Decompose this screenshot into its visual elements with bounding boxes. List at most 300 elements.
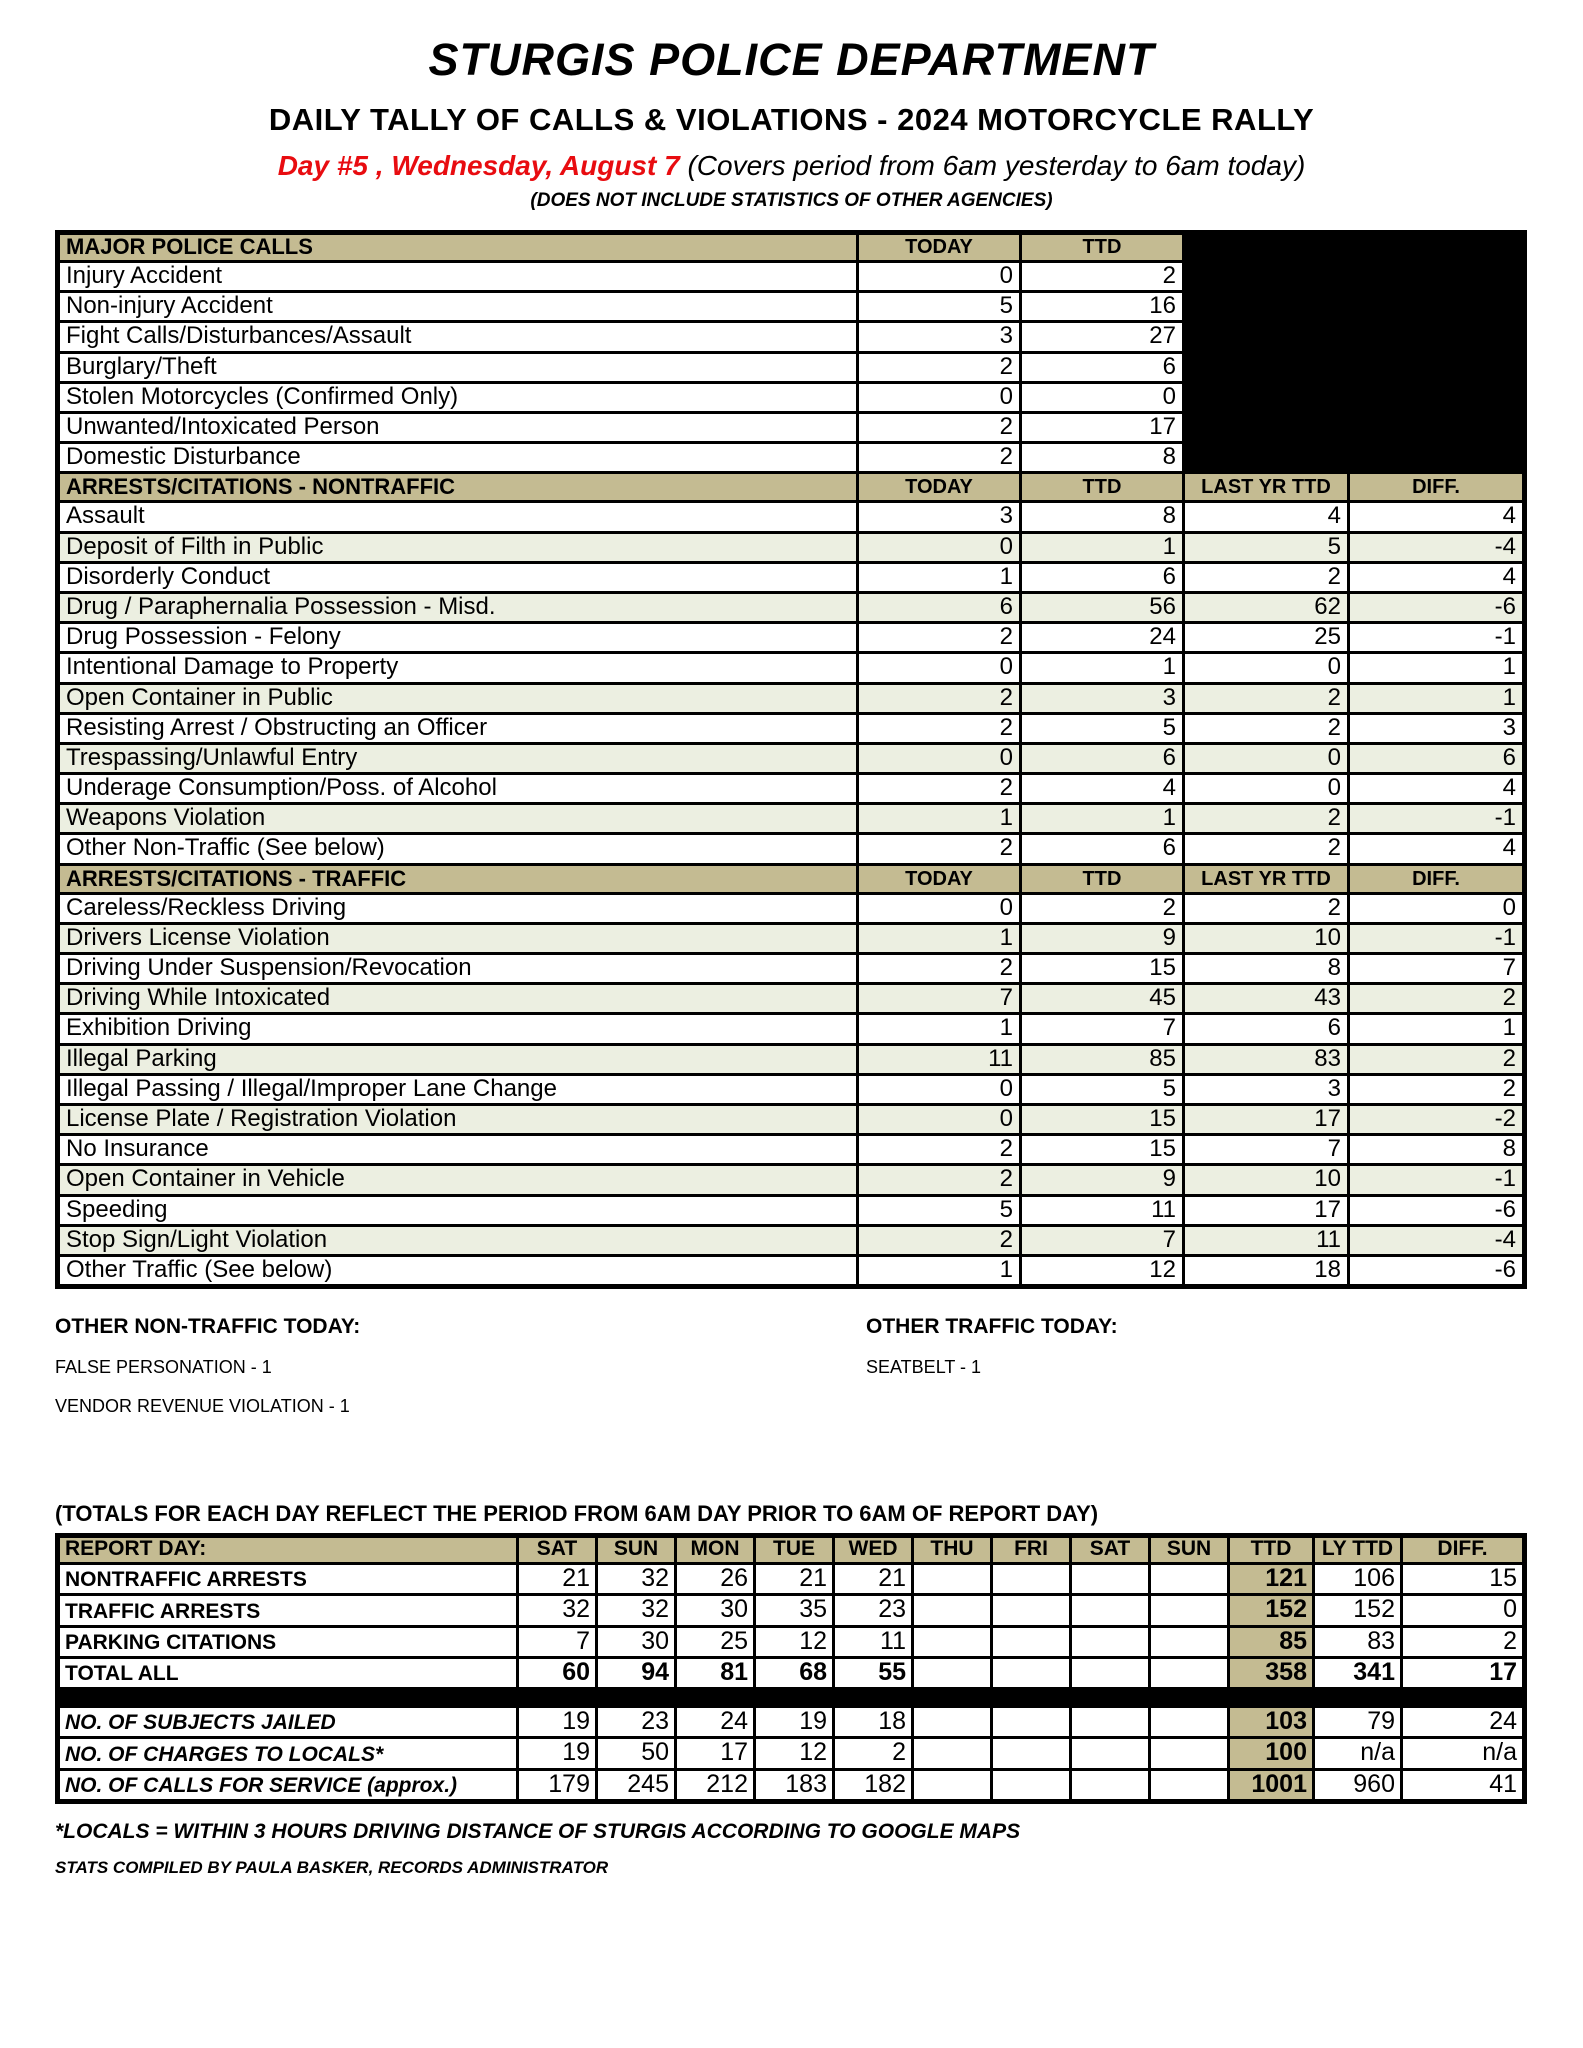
row-value: 32 bbox=[518, 1595, 597, 1626]
row-value: 182 bbox=[834, 1769, 913, 1801]
row-value: 7 bbox=[1184, 1135, 1349, 1165]
agency-note: (DOES NOT INCLUDE STATISTICS OF OTHER AGENCIES) bbox=[530, 190, 1053, 211]
row-value bbox=[1071, 1626, 1150, 1657]
row-value: 2 bbox=[858, 683, 1021, 713]
totals-period-note: (TOTALS FOR EACH DAY REFLECT THE PERIOD FROM 6AM DAY PRIOR TO 6AM OF REPORT DAY) bbox=[55, 1501, 1099, 1527]
row-label: NONTRAFFIC ARRESTS bbox=[58, 1564, 518, 1595]
row-value: 2 bbox=[858, 413, 1021, 443]
daily-summary-table bbox=[55, 1533, 1527, 1804]
row-value: 15 bbox=[1021, 1135, 1184, 1165]
row-value: 60 bbox=[518, 1657, 597, 1688]
row-label: Assault bbox=[58, 502, 858, 532]
row-label: Injury Accident bbox=[58, 262, 858, 292]
table-row bbox=[58, 1195, 1525, 1225]
row-value: 18 bbox=[834, 1707, 913, 1738]
row-label: Driving Under Suspension/Revocation bbox=[58, 954, 858, 984]
daily-column-header: LY TTD bbox=[1314, 1536, 1402, 1564]
day-label: Day #5 , Wednesday, August 7 bbox=[277, 150, 680, 181]
row-value: 100 bbox=[1229, 1738, 1314, 1769]
row-value: 212 bbox=[676, 1769, 755, 1801]
row-value: 94 bbox=[597, 1657, 676, 1688]
row-value: 2 bbox=[1349, 1074, 1525, 1104]
row-value: 79 bbox=[1314, 1707, 1402, 1738]
row-value: 0 bbox=[1021, 382, 1184, 412]
row-value: -4 bbox=[1349, 1225, 1525, 1255]
row-value: 4 bbox=[1349, 834, 1525, 864]
daily-column-header: THU bbox=[913, 1536, 992, 1564]
row-value: 6 bbox=[1021, 562, 1184, 592]
row-value: 0 bbox=[1184, 743, 1349, 773]
table-row bbox=[58, 1626, 1525, 1657]
row-value: 55 bbox=[834, 1657, 913, 1688]
row-value: 121 bbox=[1229, 1564, 1314, 1595]
row-label: NO. OF CALLS FOR SERVICE (approx.) bbox=[58, 1769, 518, 1801]
row-value: 5 bbox=[1021, 713, 1184, 743]
daily-column-header: SUN bbox=[1150, 1536, 1229, 1564]
row-value: n/a bbox=[1314, 1738, 1402, 1769]
row-value: 5 bbox=[858, 1195, 1021, 1225]
table-row bbox=[58, 1135, 1525, 1165]
redacted-block bbox=[1184, 413, 1525, 443]
page-subtitle: DAILY TALLY OF CALLS & VIOLATIONS - 2024 MOTORCYCLE RALLY bbox=[268, 102, 1315, 137]
row-value: 0 bbox=[858, 893, 1021, 923]
table-row bbox=[58, 1255, 1525, 1286]
row-value: 2 bbox=[858, 713, 1021, 743]
row-value: 4 bbox=[1349, 502, 1525, 532]
row-value: 2 bbox=[834, 1738, 913, 1769]
row-value bbox=[992, 1769, 1071, 1801]
row-value: 12 bbox=[755, 1626, 834, 1657]
column-header: TODAY bbox=[858, 473, 1021, 502]
daily-column-header: MON bbox=[676, 1536, 755, 1564]
row-value: 8 bbox=[1021, 502, 1184, 532]
row-value: 6 bbox=[1184, 1014, 1349, 1044]
row-value bbox=[1150, 1626, 1229, 1657]
row-value: 4 bbox=[1021, 774, 1184, 804]
row-value: 12 bbox=[1021, 1255, 1184, 1286]
row-value: 179 bbox=[518, 1769, 597, 1801]
other-nontraffic-item: VENDOR REVENUE VIOLATION - 1 bbox=[55, 1396, 350, 1417]
row-value: 11 bbox=[858, 1044, 1021, 1074]
row-value: 21 bbox=[518, 1564, 597, 1595]
table-row bbox=[58, 1564, 1525, 1595]
row-value: -6 bbox=[1349, 1255, 1525, 1286]
row-label: Resisting Arrest / Obstructing an Officer bbox=[58, 713, 858, 743]
daily-column-header: TUE bbox=[755, 1536, 834, 1564]
table-row bbox=[58, 623, 1525, 653]
row-value: 24 bbox=[1402, 1707, 1525, 1738]
row-value: 2 bbox=[858, 352, 1021, 382]
table-row bbox=[58, 743, 1525, 773]
row-value: 17 bbox=[1184, 1104, 1349, 1134]
row-value: 15 bbox=[1402, 1564, 1525, 1595]
table-row bbox=[58, 1595, 1525, 1626]
row-value: 2 bbox=[858, 774, 1021, 804]
row-value: 10 bbox=[1184, 923, 1349, 953]
row-label: Careless/Reckless Driving bbox=[58, 893, 858, 923]
row-value: 3 bbox=[1349, 713, 1525, 743]
row-value: 4 bbox=[1184, 502, 1349, 532]
day-line bbox=[0, 150, 1583, 182]
row-value: 2 bbox=[1184, 713, 1349, 743]
row-value: 2 bbox=[1402, 1626, 1525, 1657]
row-value: 2 bbox=[1021, 262, 1184, 292]
row-label: Open Container in Public bbox=[58, 683, 858, 713]
row-label: Speeding bbox=[58, 1195, 858, 1225]
daily-column-header: SUN bbox=[597, 1536, 676, 1564]
row-label: Drug / Paraphernalia Possession - Misd. bbox=[58, 592, 858, 622]
row-value: 43 bbox=[1184, 984, 1349, 1014]
redacted-block bbox=[1184, 292, 1525, 322]
other-traffic-item: SEATBELT - 1 bbox=[866, 1357, 982, 1378]
row-value: 7 bbox=[1021, 1225, 1184, 1255]
row-value: 19 bbox=[518, 1707, 597, 1738]
row-label: NO. OF CHARGES TO LOCALS* bbox=[58, 1738, 518, 1769]
section-title: MAJOR POLICE CALLS bbox=[58, 233, 858, 262]
row-value: 18 bbox=[1184, 1255, 1349, 1286]
row-value: 24 bbox=[676, 1707, 755, 1738]
column-header: TTD bbox=[1021, 233, 1184, 262]
daily-header-row bbox=[58, 1536, 1525, 1564]
row-value: 7 bbox=[858, 984, 1021, 1014]
row-value: 11 bbox=[1184, 1225, 1349, 1255]
row-value: 960 bbox=[1314, 1769, 1402, 1801]
row-value: 23 bbox=[597, 1707, 676, 1738]
row-value: -1 bbox=[1349, 923, 1525, 953]
column-header: TTD bbox=[1021, 864, 1184, 893]
daily-column-header: SAT bbox=[1071, 1536, 1150, 1564]
row-value: 1 bbox=[858, 562, 1021, 592]
other-nontraffic-block bbox=[55, 1315, 360, 1417]
row-value: 83 bbox=[1184, 1044, 1349, 1074]
row-value: 0 bbox=[858, 743, 1021, 773]
section-title: ARRESTS/CITATIONS - NONTRAFFIC bbox=[58, 473, 858, 502]
row-value: 3 bbox=[858, 502, 1021, 532]
row-value: 62 bbox=[1184, 592, 1349, 622]
row-value: 32 bbox=[597, 1564, 676, 1595]
daily-column-header: DIFF. bbox=[1402, 1536, 1525, 1564]
table-row bbox=[58, 984, 1525, 1014]
row-value: -1 bbox=[1349, 623, 1525, 653]
row-value: 11 bbox=[1021, 1195, 1184, 1225]
row-value: 2 bbox=[1184, 893, 1349, 923]
row-value: 8 bbox=[1349, 1135, 1525, 1165]
row-value: 32 bbox=[597, 1595, 676, 1626]
row-value: 21 bbox=[834, 1564, 913, 1595]
row-value: 341 bbox=[1314, 1657, 1402, 1688]
calls-violations-table bbox=[55, 230, 1527, 1289]
other-traffic-heading: OTHER TRAFFIC TODAY: bbox=[866, 1315, 1118, 1339]
row-value: 6 bbox=[1021, 743, 1184, 773]
section-header-row bbox=[58, 233, 1525, 262]
table-row bbox=[58, 713, 1525, 743]
footnote-compiled: STATS COMPILED BY PAULA BASKER, RECORDS ADMINISTRATOR bbox=[55, 1857, 609, 1877]
row-value bbox=[1150, 1769, 1229, 1801]
row-value: 1 bbox=[1349, 653, 1525, 683]
row-value: 2 bbox=[1349, 1044, 1525, 1074]
redacted-block bbox=[1184, 352, 1525, 382]
row-value: 19 bbox=[755, 1707, 834, 1738]
row-value: 81 bbox=[676, 1657, 755, 1688]
row-value: 10 bbox=[1184, 1165, 1349, 1195]
row-value: 5 bbox=[858, 292, 1021, 322]
row-value bbox=[992, 1626, 1071, 1657]
row-value: 1001 bbox=[1229, 1769, 1314, 1801]
row-label: Intentional Damage to Property bbox=[58, 653, 858, 683]
row-value bbox=[1071, 1738, 1150, 1769]
table-row bbox=[58, 413, 1525, 443]
column-header: LAST YR TTD bbox=[1184, 473, 1349, 502]
row-label: Drug Possession - Felony bbox=[58, 623, 858, 653]
footnote-locals: *LOCALS = WITHIN 3 HOURS DRIVING DISTANCE OF STURGIS ACCORDING TO GOOGLE MAPS bbox=[55, 1819, 1021, 1843]
row-label: Burglary/Theft bbox=[58, 352, 858, 382]
row-value: 1 bbox=[1021, 804, 1184, 834]
row-label: Unwanted/Intoxicated Person bbox=[58, 413, 858, 443]
row-value: 6 bbox=[1021, 834, 1184, 864]
row-value: 106 bbox=[1314, 1564, 1402, 1595]
row-value bbox=[1150, 1657, 1229, 1688]
daily-column-header: SAT bbox=[518, 1536, 597, 1564]
row-value: 17 bbox=[1184, 1195, 1349, 1225]
row-value bbox=[1071, 1564, 1150, 1595]
row-value: 7 bbox=[1021, 1014, 1184, 1044]
redacted-block bbox=[1184, 443, 1525, 473]
row-value: 358 bbox=[1229, 1657, 1314, 1688]
row-value: 9 bbox=[1021, 1165, 1184, 1195]
row-value: 2 bbox=[1349, 984, 1525, 1014]
table-row bbox=[58, 292, 1525, 322]
row-value: 0 bbox=[1184, 774, 1349, 804]
section-header-row bbox=[58, 473, 1525, 502]
table-row bbox=[58, 893, 1525, 923]
row-value bbox=[913, 1657, 992, 1688]
row-value: 0 bbox=[858, 1104, 1021, 1134]
table-row bbox=[58, 1225, 1525, 1255]
row-label: Illegal Passing / Illegal/Improper Lane Change bbox=[58, 1074, 858, 1104]
row-value: 2 bbox=[858, 1135, 1021, 1165]
column-header: TODAY bbox=[858, 233, 1021, 262]
row-value: 30 bbox=[676, 1595, 755, 1626]
black-separator-row bbox=[58, 1689, 1525, 1707]
row-value: 3 bbox=[1021, 683, 1184, 713]
row-label: Driving While Intoxicated bbox=[58, 984, 858, 1014]
row-value: 19 bbox=[518, 1738, 597, 1769]
row-label: Domestic Disturbance bbox=[58, 443, 858, 473]
row-label: Exhibition Driving bbox=[58, 1014, 858, 1044]
row-value: 2 bbox=[1184, 834, 1349, 864]
row-label: TOTAL ALL bbox=[58, 1657, 518, 1688]
row-label: Stolen Motorcycles (Confirmed Only) bbox=[58, 382, 858, 412]
table-row bbox=[58, 1165, 1525, 1195]
row-value: 26 bbox=[676, 1564, 755, 1595]
table-row bbox=[58, 653, 1525, 683]
column-header: TODAY bbox=[858, 864, 1021, 893]
table-row bbox=[58, 1769, 1525, 1801]
row-value: 3 bbox=[858, 322, 1021, 352]
row-value: 6 bbox=[858, 592, 1021, 622]
row-value bbox=[1071, 1769, 1150, 1801]
row-value: 41 bbox=[1402, 1769, 1525, 1801]
row-value: 23 bbox=[834, 1595, 913, 1626]
row-value: 17 bbox=[1021, 413, 1184, 443]
row-value: 1 bbox=[1021, 653, 1184, 683]
row-label: Non-injury Accident bbox=[58, 292, 858, 322]
row-value bbox=[1150, 1738, 1229, 1769]
table-row bbox=[58, 382, 1525, 412]
daily-column-header: FRI bbox=[992, 1536, 1071, 1564]
period-note: (Covers period from 6am yesterday to 6am today) bbox=[687, 150, 1306, 181]
row-value: 50 bbox=[597, 1738, 676, 1769]
row-value: 11 bbox=[834, 1626, 913, 1657]
row-value: 15 bbox=[1021, 954, 1184, 984]
table-row bbox=[58, 774, 1525, 804]
daily-column-header: TTD bbox=[1229, 1536, 1314, 1564]
row-value: 25 bbox=[1184, 623, 1349, 653]
row-value bbox=[913, 1595, 992, 1626]
redacted-block bbox=[1184, 322, 1525, 352]
row-label: License Plate / Registration Violation bbox=[58, 1104, 858, 1134]
table-row bbox=[58, 954, 1525, 984]
row-label: Stop Sign/Light Violation bbox=[58, 1225, 858, 1255]
row-value: 1 bbox=[858, 1014, 1021, 1044]
row-value bbox=[1071, 1595, 1150, 1626]
row-value: 0 bbox=[858, 532, 1021, 562]
row-value: 85 bbox=[1021, 1044, 1184, 1074]
row-value bbox=[913, 1626, 992, 1657]
row-label: Underage Consumption/Poss. of Alcohol bbox=[58, 774, 858, 804]
row-value: -2 bbox=[1349, 1104, 1525, 1134]
row-value: 3 bbox=[1184, 1074, 1349, 1104]
redacted-block bbox=[1184, 233, 1525, 262]
row-value: -1 bbox=[1349, 1165, 1525, 1195]
section-header-row bbox=[58, 864, 1525, 893]
table-row bbox=[58, 923, 1525, 953]
row-value: 45 bbox=[1021, 984, 1184, 1014]
table-row bbox=[58, 1104, 1525, 1134]
redacted-block bbox=[1184, 262, 1525, 292]
row-value: 35 bbox=[755, 1595, 834, 1626]
row-label: PARKING CITATIONS bbox=[58, 1626, 518, 1657]
table-row bbox=[58, 532, 1525, 562]
row-value: 5 bbox=[1184, 532, 1349, 562]
row-value: 83 bbox=[1314, 1626, 1402, 1657]
row-value: 0 bbox=[1184, 653, 1349, 683]
other-nontraffic-item: FALSE PERSONATION - 1 bbox=[55, 1357, 272, 1378]
row-label: Deposit of Filth in Public bbox=[58, 532, 858, 562]
row-value: 2 bbox=[1184, 562, 1349, 592]
row-label: Drivers License Violation bbox=[58, 923, 858, 953]
daily-column-header: WED bbox=[834, 1536, 913, 1564]
row-value: -6 bbox=[1349, 592, 1525, 622]
row-value bbox=[992, 1564, 1071, 1595]
row-value: 15 bbox=[1021, 1104, 1184, 1134]
row-label: Fight Calls/Disturbances/Assault bbox=[58, 322, 858, 352]
row-value bbox=[992, 1595, 1071, 1626]
row-value: 1 bbox=[1349, 683, 1525, 713]
row-value: n/a bbox=[1402, 1738, 1525, 1769]
row-label: Other Non-Traffic (See below) bbox=[58, 834, 858, 864]
row-value: 2 bbox=[858, 443, 1021, 473]
row-value: 0 bbox=[858, 382, 1021, 412]
row-value: 9 bbox=[1021, 923, 1184, 953]
row-value bbox=[1150, 1595, 1229, 1626]
row-value bbox=[913, 1564, 992, 1595]
other-notes bbox=[55, 1315, 1583, 1443]
row-value: 0 bbox=[1402, 1595, 1525, 1626]
row-value bbox=[913, 1707, 992, 1738]
row-value: 16 bbox=[1021, 292, 1184, 322]
row-label: Disorderly Conduct bbox=[58, 562, 858, 592]
row-value: 2 bbox=[858, 834, 1021, 864]
row-value: 17 bbox=[1402, 1657, 1525, 1688]
table-row bbox=[58, 1044, 1525, 1074]
row-value: 183 bbox=[755, 1769, 834, 1801]
table-row bbox=[58, 804, 1525, 834]
other-traffic-block bbox=[866, 1315, 1118, 1378]
row-value: 21 bbox=[755, 1564, 834, 1595]
row-value: 6 bbox=[1021, 352, 1184, 382]
black-separator bbox=[58, 1689, 1525, 1707]
table-row bbox=[58, 1074, 1525, 1104]
row-value bbox=[913, 1769, 992, 1801]
table-row bbox=[58, 262, 1525, 292]
row-label: No Insurance bbox=[58, 1135, 858, 1165]
row-value: 4 bbox=[1349, 774, 1525, 804]
other-nontraffic-heading: OTHER NON-TRAFFIC TODAY: bbox=[55, 1315, 361, 1339]
row-value bbox=[1071, 1707, 1150, 1738]
row-value: 24 bbox=[1021, 623, 1184, 653]
report-header bbox=[0, 0, 1583, 212]
row-value: 152 bbox=[1314, 1595, 1402, 1626]
daily-label-header: REPORT DAY: bbox=[58, 1536, 518, 1564]
row-value: 2 bbox=[858, 1165, 1021, 1195]
row-value: 30 bbox=[597, 1626, 676, 1657]
row-label: Other Traffic (See below) bbox=[58, 1255, 858, 1286]
row-value: 12 bbox=[755, 1738, 834, 1769]
row-value: 27 bbox=[1021, 322, 1184, 352]
row-value: 152 bbox=[1229, 1595, 1314, 1626]
row-value: 6 bbox=[1349, 743, 1525, 773]
row-value: -4 bbox=[1349, 532, 1525, 562]
row-value: 56 bbox=[1021, 592, 1184, 622]
row-value: 2 bbox=[1021, 893, 1184, 923]
table-row bbox=[58, 322, 1525, 352]
row-value: 8 bbox=[1184, 954, 1349, 984]
row-value: 2 bbox=[858, 623, 1021, 653]
row-value: 1 bbox=[1021, 532, 1184, 562]
table-row bbox=[58, 834, 1525, 864]
row-value: 17 bbox=[676, 1738, 755, 1769]
row-value: 25 bbox=[676, 1626, 755, 1657]
row-value bbox=[1071, 1657, 1150, 1688]
row-value bbox=[1150, 1707, 1229, 1738]
row-value bbox=[1150, 1564, 1229, 1595]
row-value: 7 bbox=[1349, 954, 1525, 984]
column-header: DIFF. bbox=[1349, 864, 1525, 893]
table-row bbox=[58, 1738, 1525, 1769]
row-label: NO. OF SUBJECTS JAILED bbox=[58, 1707, 518, 1738]
row-value: 1 bbox=[1349, 1014, 1525, 1044]
row-value: -6 bbox=[1349, 1195, 1525, 1225]
table-row bbox=[58, 1014, 1525, 1044]
row-label: Weapons Violation bbox=[58, 804, 858, 834]
row-value bbox=[992, 1738, 1071, 1769]
row-value: 0 bbox=[858, 1074, 1021, 1104]
table-row bbox=[58, 562, 1525, 592]
row-value: 0 bbox=[858, 262, 1021, 292]
row-value: 1 bbox=[858, 923, 1021, 953]
table-row bbox=[58, 683, 1525, 713]
